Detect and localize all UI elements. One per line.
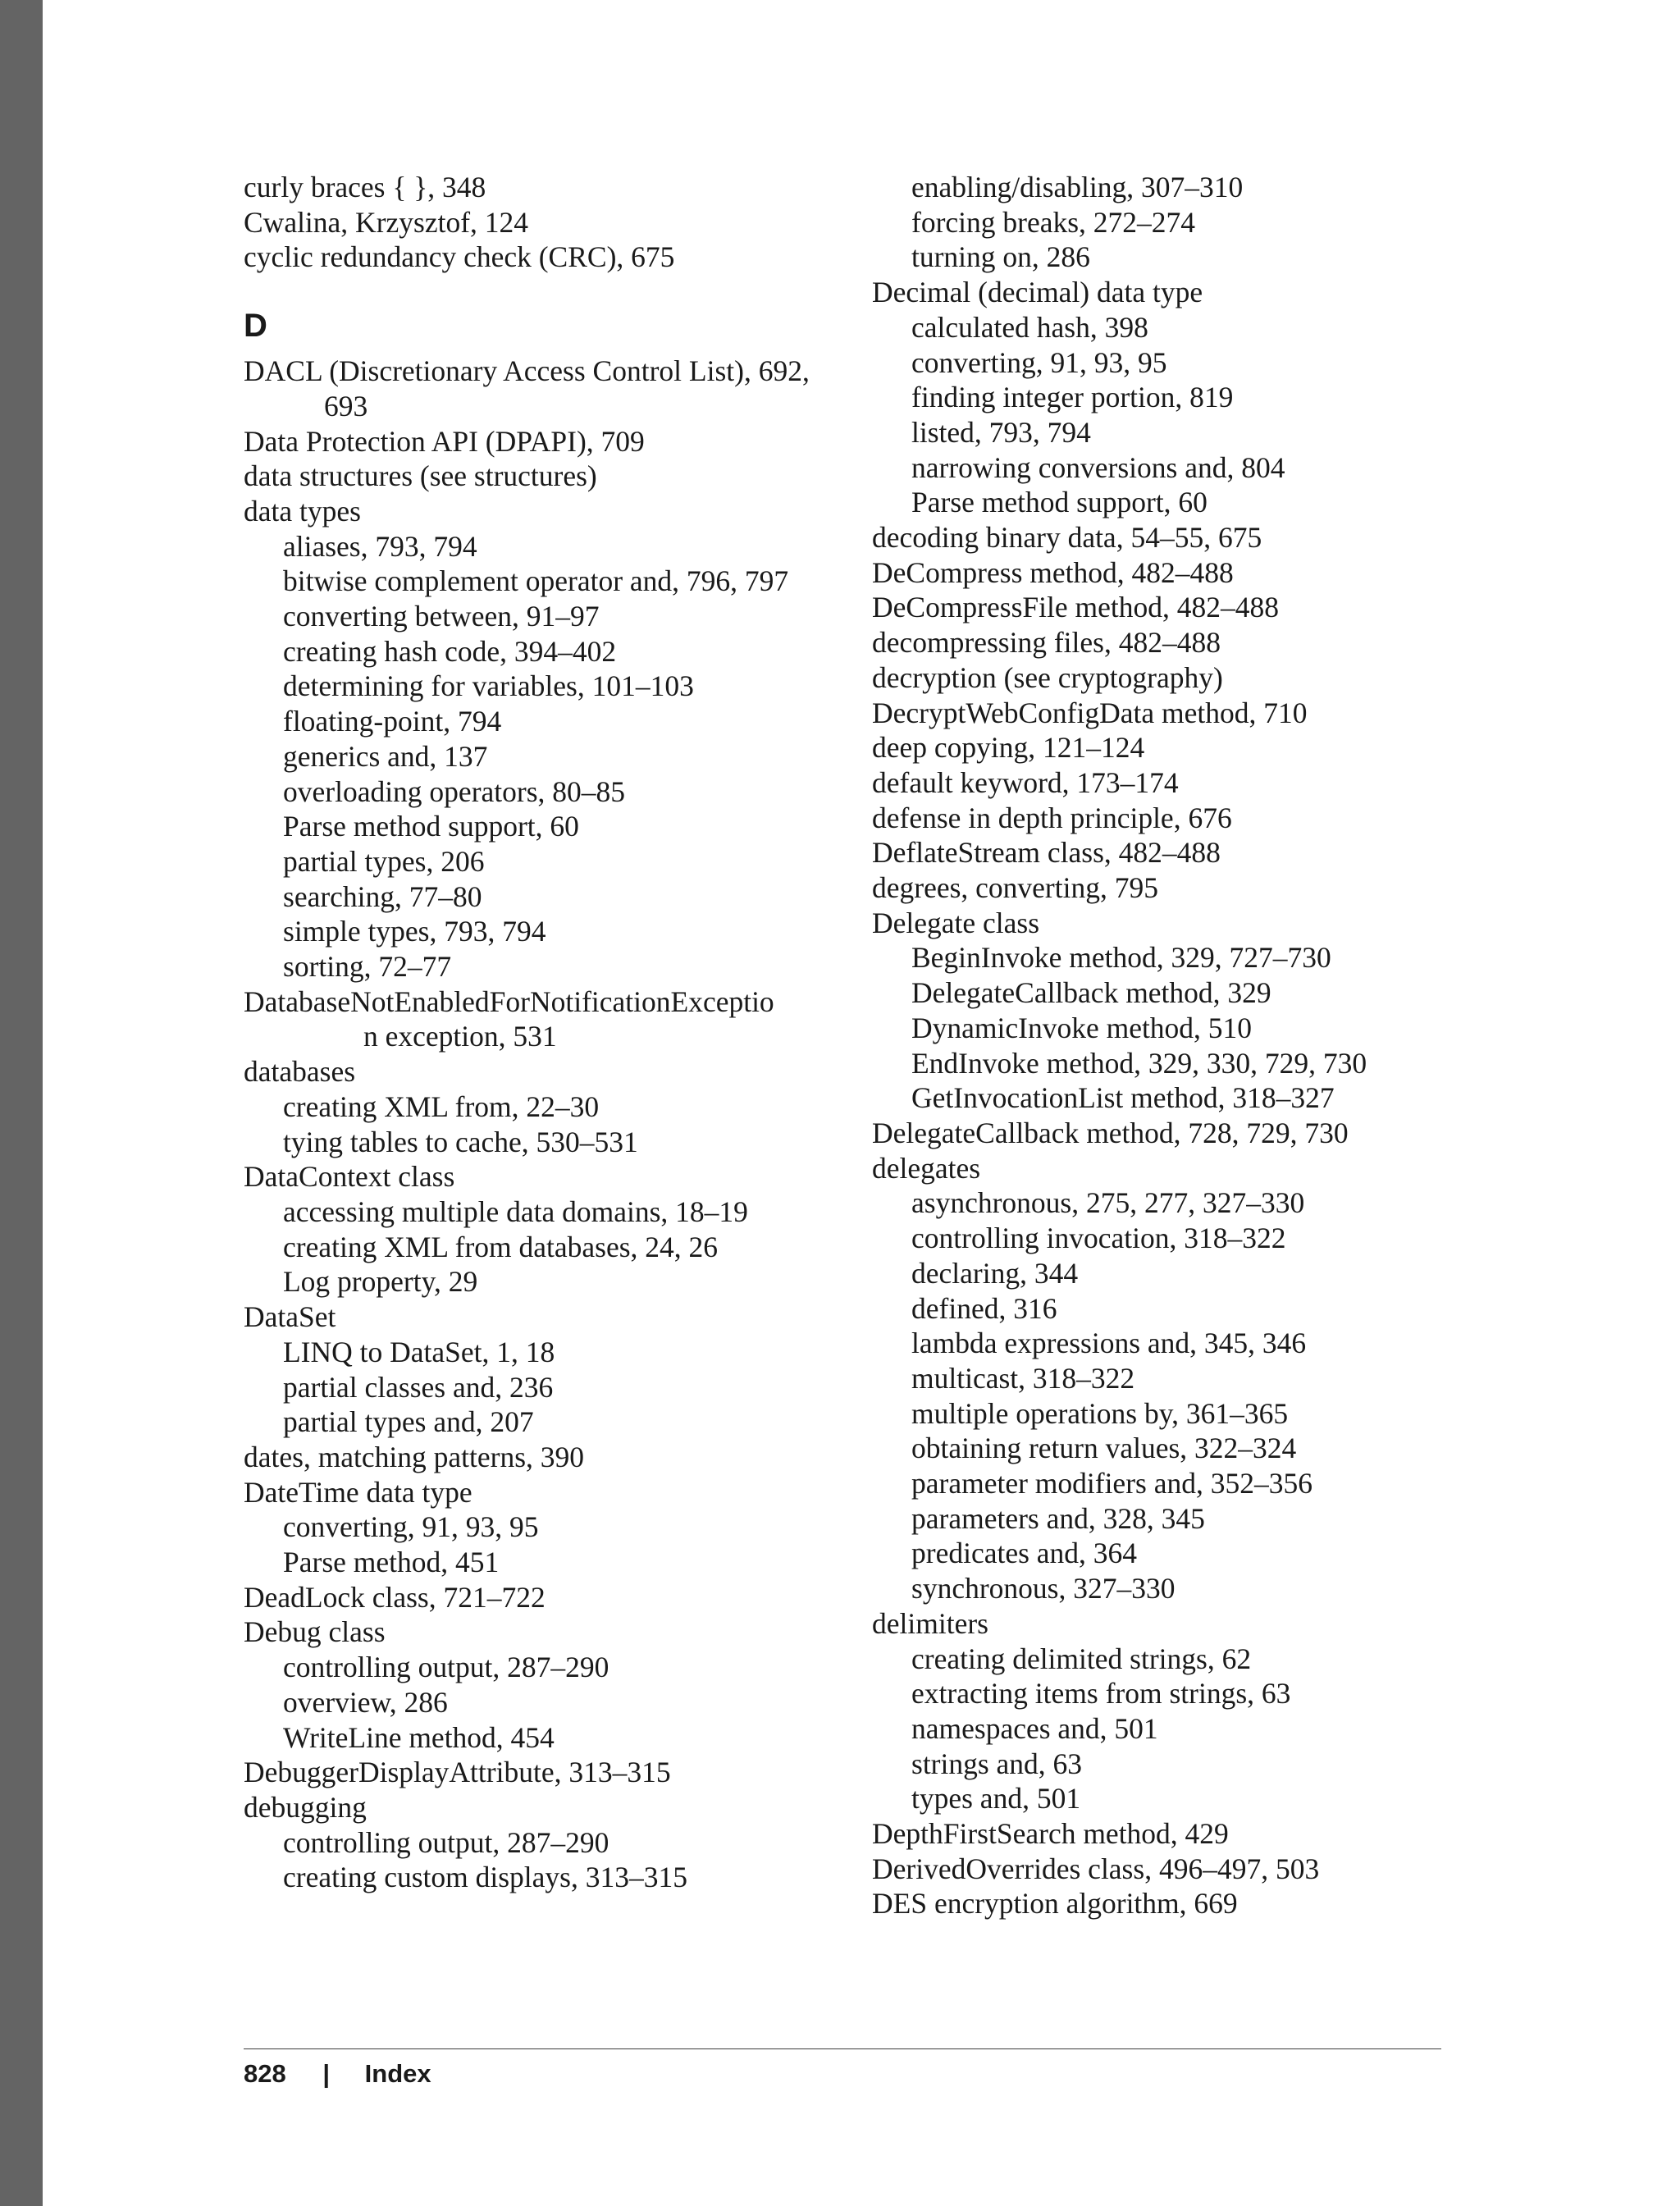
section-letter-heading: D [244, 308, 267, 345]
index-subentry: declaring, 344 [911, 1256, 1079, 1290]
index-subentry: asynchronous, 275, 277, 327–330 [911, 1186, 1305, 1220]
index-subentry: parameters and, 328, 345 [911, 1501, 1205, 1535]
index-entry: curly braces { }, 348 [244, 171, 486, 203]
index-subentry: obtaining return values, 322–324 [911, 1432, 1297, 1465]
index-subentry: Parse method support, 60 [283, 810, 579, 843]
index-subentry: sorting, 72–77 [283, 950, 452, 984]
index-subentry: turning on, 286 [911, 240, 1090, 274]
index-entry: Data Protection API (DPAPI), 709 [244, 424, 645, 458]
page-footer [244, 2058, 431, 2090]
index-subentry: lambda expressions and, 345, 346 [911, 1327, 1307, 1360]
index-entry: decoding binary data, 54–55, 675 [872, 521, 1262, 555]
index-entry: DeflateStream class, 482–488 [872, 836, 1221, 870]
index-subentry: generics and, 137 [283, 739, 488, 773]
index-entry: Debug class [244, 1615, 386, 1649]
index-subentry: listed, 793, 794 [911, 415, 1091, 449]
index-subentry: LINQ to DataSet, 1, 18 [283, 1335, 555, 1368]
index-entry: defense in depth principle, 676 [872, 801, 1232, 834]
index-subentry: strings and, 63 [911, 1747, 1083, 1780]
right-section-entries [872, 170, 1463, 1921]
index-entry: decryption (see cryptography) [872, 660, 1223, 694]
index-subentry: enabling/disabling, 307–310 [911, 171, 1244, 203]
index-entry: DataContext class [244, 1160, 455, 1194]
index-entry: DeCompressFile method, 482–488 [872, 591, 1279, 624]
index-subentry: Log property, 29 [283, 1265, 478, 1299]
index-subentry: WriteLine method, 454 [283, 1720, 555, 1754]
index-subentry: types and, 501 [911, 1782, 1081, 1815]
index-subentry: searching, 77–80 [283, 879, 482, 913]
index-entry: DataSet [244, 1300, 336, 1334]
index-subentry: defined, 316 [911, 1291, 1057, 1325]
index-entry: DES encryption algorithm, 669 [872, 1887, 1238, 1921]
index-subentry: creating custom displays, 313–315 [283, 1861, 687, 1894]
index-subentry: GetInvocationList method, 318–327 [911, 1081, 1335, 1115]
index-subentry: creating hash code, 394–402 [283, 634, 617, 668]
index-subentry: narrowing conversions and, 804 [911, 450, 1285, 484]
index-entry: default keyword, 173–174 [872, 765, 1179, 799]
index-subentry: namespaces and, 501 [911, 1711, 1158, 1745]
index-subentry: tying tables to cache, 530–531 [283, 1125, 638, 1158]
index-entry: DelegateCallback method, 728, 729, 730 [872, 1116, 1349, 1149]
index-entry: Cwalina, Krzysztof, 124 [244, 205, 529, 239]
footer-rule [244, 2048, 1441, 2049]
index-entry: delegates [872, 1151, 981, 1185]
index-entry: DebuggerDisplayAttribute, 313–315 [244, 1756, 671, 1789]
index-entry: Delegate class [872, 906, 1040, 939]
index-subentry: overview, 286 [283, 1685, 448, 1719]
index-subentry: simple types, 793, 794 [283, 915, 546, 948]
index-column-left [244, 170, 834, 1895]
index-subentry: extracting items from strings, 63 [911, 1677, 1291, 1710]
index-subentry: controlling invocation, 318–322 [911, 1222, 1286, 1255]
index-entry: decompressing files, 482–488 [872, 626, 1221, 660]
index-subentry: determining for variables, 101–103 [283, 669, 694, 703]
index-subentry: creating XML from databases, 24, 26 [283, 1230, 719, 1263]
index-subentry: controlling output, 287–290 [283, 1651, 609, 1684]
index-subentry: Parse method, 451 [283, 1546, 500, 1579]
index-subentry: finding integer portion, 819 [911, 381, 1234, 414]
index-subentry: predicates and, 364 [911, 1537, 1138, 1570]
index-entry: DerivedOverrides class, 496–497, 503 [872, 1852, 1320, 1885]
page-edge-strip [0, 0, 43, 2206]
index-subentry: overloading operators, 80–85 [283, 774, 626, 808]
index-subentry: Parse method support, 60 [911, 486, 1208, 519]
index-subentry: creating delimited strings, 62 [911, 1642, 1252, 1675]
index-entry: deep copying, 121–124 [872, 731, 1145, 765]
index-entry: DeCompress method, 482–488 [872, 555, 1234, 589]
index-entry: degrees, converting, 795 [872, 871, 1158, 905]
index-column-right [872, 170, 1463, 1921]
page-number: 828 [244, 2059, 286, 2088]
index-subentry: BeginInvoke method, 329, 727–730 [911, 941, 1331, 975]
index-subentry: multicast, 318–322 [911, 1361, 1135, 1395]
index-subentry: n exception, 531 [363, 1020, 557, 1053]
left-pre-entries [244, 170, 834, 275]
index-subentry: bitwise complement operator and, 796, 797 [283, 564, 789, 598]
index-subentry: partial types, 206 [283, 844, 485, 878]
index-entry: databases [244, 1055, 356, 1089]
index-subentry: partial classes and, 236 [283, 1370, 554, 1404]
index-entry: DACL (Discretionary Access Control List), 692, 693 [244, 354, 810, 422]
index-subentry: calculated hash, 398 [911, 310, 1148, 344]
footer-separator: | [322, 2059, 331, 2088]
index-subentry: parameter modifiers and, 352–356 [911, 1467, 1312, 1500]
index-subentry: partial types and, 207 [283, 1405, 534, 1439]
index-subentry: controlling output, 287–290 [283, 1825, 609, 1859]
index-subentry: DynamicInvoke method, 510 [911, 1011, 1253, 1044]
index-entry: DateTime data type [244, 1475, 472, 1509]
index-subentry: forcing breaks, 272–274 [911, 205, 1196, 239]
index-entry: data structures (see structures) [244, 459, 597, 493]
index-entry: DeadLock class, 721–722 [244, 1580, 546, 1614]
index-subentry: converting, 91, 93, 95 [283, 1510, 539, 1544]
index-subentry: accessing multiple data domains, 18–19 [283, 1194, 748, 1228]
index-subentry: floating-point, 794 [283, 705, 502, 738]
index-entry: DepthFirstSearch method, 429 [872, 1817, 1229, 1851]
index-entry: cyclic redundancy check (CRC), 675 [244, 240, 675, 274]
index-subentry: aliases, 793, 794 [283, 529, 477, 563]
index-entry: Decimal (decimal) data type [872, 276, 1203, 309]
left-section-entries [244, 354, 834, 1895]
index-subentry: synchronous, 327–330 [911, 1572, 1176, 1605]
index-entry: dates, matching patterns, 390 [244, 1440, 585, 1473]
index-subentry: DelegateCallback method, 329 [911, 976, 1271, 1010]
index-subentry: creating XML from, 22–30 [283, 1089, 600, 1123]
index-entry: DatabaseNotEnabledForNotificationExceptio [244, 984, 774, 1018]
index-subentry: converting, 91, 93, 95 [911, 345, 1167, 379]
index-entry: data types [244, 494, 361, 528]
section-name: Index [364, 2059, 431, 2088]
index-entry: debugging [244, 1790, 367, 1824]
index-entry: delimiters [872, 1606, 988, 1640]
index-subentry: multiple operations by, 361–365 [911, 1396, 1289, 1430]
index-entry: DecryptWebConfigData method, 710 [872, 696, 1308, 729]
index-subentry: converting between, 91–97 [283, 600, 600, 633]
index-subentry: EndInvoke method, 329, 330, 729, 730 [911, 1046, 1367, 1080]
